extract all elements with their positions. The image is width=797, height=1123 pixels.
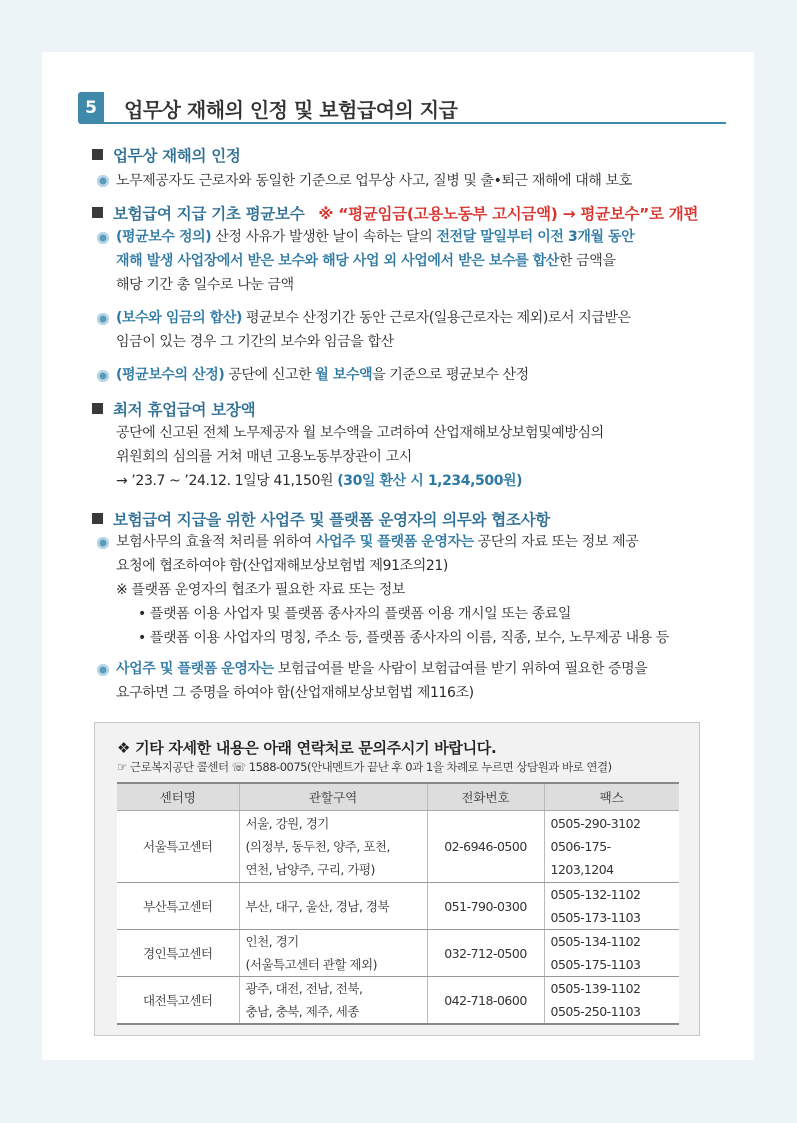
contact-table <box>117 782 679 1025</box>
average-pay-definition: (평균보수 정의) 산정 사유가 발생한 날이 속하는 달의 전전달 말일부터 이전 3개월 동안 재해 발생 사업장에서 받은 보수와 해당 사업 외 사업에서 받은 보수를 합산한 금액을 해당 기간 총 일수로 나눈 금액 <box>116 229 635 293</box>
table-header-row <box>117 783 679 811</box>
contact-box <box>94 722 700 1036</box>
section-header <box>78 92 726 124</box>
square-bullet-icon <box>92 207 103 218</box>
circle-bullet-icon <box>97 175 109 187</box>
center-name: 대전특고센터 <box>117 977 239 1025</box>
callcenter-info: ☞ 근로복지공단 콜센터 ☏ 1588-0075(안내멘트가 끝난 후 0과 1을 차례로 누르면 상담원과 바로 연결) <box>117 760 612 774</box>
cooperation-note: ※ 플랫폼 운영자의 협조가 필요한 자료 또는 정보 <box>116 582 406 598</box>
reform-note: ※ “평균임금(고용노동부 고시금액) → 평균보수”로 개편 <box>318 205 699 223</box>
circle-bullet-icon <box>97 313 109 325</box>
pay-wage-sum: (보수와 임금의 합산) 평균보수 산정기간 동안 근로자(일용근로자는 제외)로서 지급받은 임금이 있는 경우 그 기간의 보수와 임금을 합산 <box>116 310 631 350</box>
fax-number: 0505-134-1102 0505-175-1103 <box>544 930 679 977</box>
table-row <box>117 883 679 930</box>
fax-number: 0505-139-1102 0505-250-1103 <box>544 977 679 1025</box>
column-header: 관할구역 <box>239 783 427 811</box>
heading-text: 보험급여 지급 기초 평균보수 <box>113 205 305 223</box>
square-bullet-icon <box>92 513 103 524</box>
heading-average-pay <box>92 202 698 224</box>
fax-number: 0505-132-1102 0505-173-1103 <box>544 883 679 930</box>
column-header: 전화번호 <box>427 783 544 811</box>
recognition-text: 노무제공자도 근로자와 동일한 기준으로 업무상 사고, 질병 및 출•퇴근 재해에 대해 보호 <box>116 173 632 189</box>
square-bullet-icon <box>92 149 103 160</box>
jurisdiction: 서울, 강원, 경기 (의정부, 동두천, 양주, 포천, 연천, 남양주, 구리, 가평) <box>239 811 427 883</box>
cooperation-detail-2: • 플랫폼 이용 사업자의 명칭, 주소 등, 플랫폼 종사자의 이름, 직종, 보수, 노무제공 내용 등 <box>138 630 670 646</box>
section-title: 업무상 재해의 인정 및 보험급여의 지급 <box>124 98 458 122</box>
circle-bullet-icon <box>97 370 109 382</box>
column-header: 센터명 <box>117 783 239 811</box>
contact-title: ❖ 기타 자세한 내용은 아래 연락처로 문의주시기 바랍니다. <box>117 739 497 757</box>
phone-number: 042-718-0600 <box>427 977 544 1025</box>
table-row <box>117 977 679 1025</box>
heading-text: 업무상 재해의 인정 <box>113 147 241 165</box>
circle-bullet-icon <box>97 232 109 244</box>
square-bullet-icon <box>92 403 103 414</box>
heading-min-allowance <box>92 398 255 420</box>
jurisdiction: 인천, 경기 (서울특고센터 관할 제외) <box>239 930 427 977</box>
column-header: 팩스 <box>544 783 679 811</box>
phone-number: 032-712-0500 <box>427 930 544 977</box>
table-row <box>117 930 679 977</box>
heading-text: 최저 휴업급여 보장액 <box>113 401 256 419</box>
jurisdiction: 부산, 대구, 울산, 경남, 경북 <box>239 883 427 930</box>
heading-text: 보험급여 지급을 위한 사업주 및 플랫폼 운영자의 의무와 협조사항 <box>113 511 550 529</box>
cooperation-detail-1: • 플랫폼 이용 사업자 및 플랫폼 종사자의 플랫폼 이용 개시일 또는 종료일 <box>138 606 572 622</box>
phone-number: 051-790-0300 <box>427 883 544 930</box>
center-name: 경인특고센터 <box>117 930 239 977</box>
section-number: 5 <box>78 92 104 124</box>
header-rule <box>104 122 726 124</box>
jurisdiction: 광주, 대전, 전남, 전북, 충남, 충북, 제주, 세종 <box>239 977 427 1025</box>
circle-bullet-icon <box>97 664 109 676</box>
heading-recognition <box>92 144 241 166</box>
average-pay-calculation: (평균보수의 산정) 공단에 신고한 월 보수액을 기준으로 평균보수 산정 <box>116 367 529 383</box>
document-page <box>42 52 754 1060</box>
circle-bullet-icon <box>97 537 109 549</box>
heading-duties <box>92 508 550 530</box>
phone-number: 02-6946-0500 <box>427 811 544 883</box>
min-allowance-text: 공단에 신고된 전체 노무제공자 월 보수액을 고려하여 산업재해보상보험및예방심의 위원회의 심의를 거쳐 매년 고용노동부장관이 고시 → ’23.7 ~ ’24.12. 1일당 41,150원 (30일 환산 시 1,234,500원) <box>116 425 604 489</box>
duties-certification: 사업주 및 플랫폼 운영자는 보험급여를 받을 사람이 보험급여를 받기 위하여 필요한 증명을 요구하면 그 증명을 하여야 함(산업재해보상보험법 제116조) <box>116 661 648 701</box>
center-name: 서울특고센터 <box>117 811 239 883</box>
duties-cooperation: 보험사무의 효율적 처리를 위하여 사업주 및 플랫폼 운영자는 공단의 자료 또는 정보 제공 요청에 협조하여야 함(산업재해보상보험법 제91조의21) <box>116 534 639 574</box>
table-row <box>117 811 679 883</box>
fax-number: 0505-290-3102 0506-175-1203,1204 <box>544 811 679 883</box>
center-name: 부산특고센터 <box>117 883 239 930</box>
